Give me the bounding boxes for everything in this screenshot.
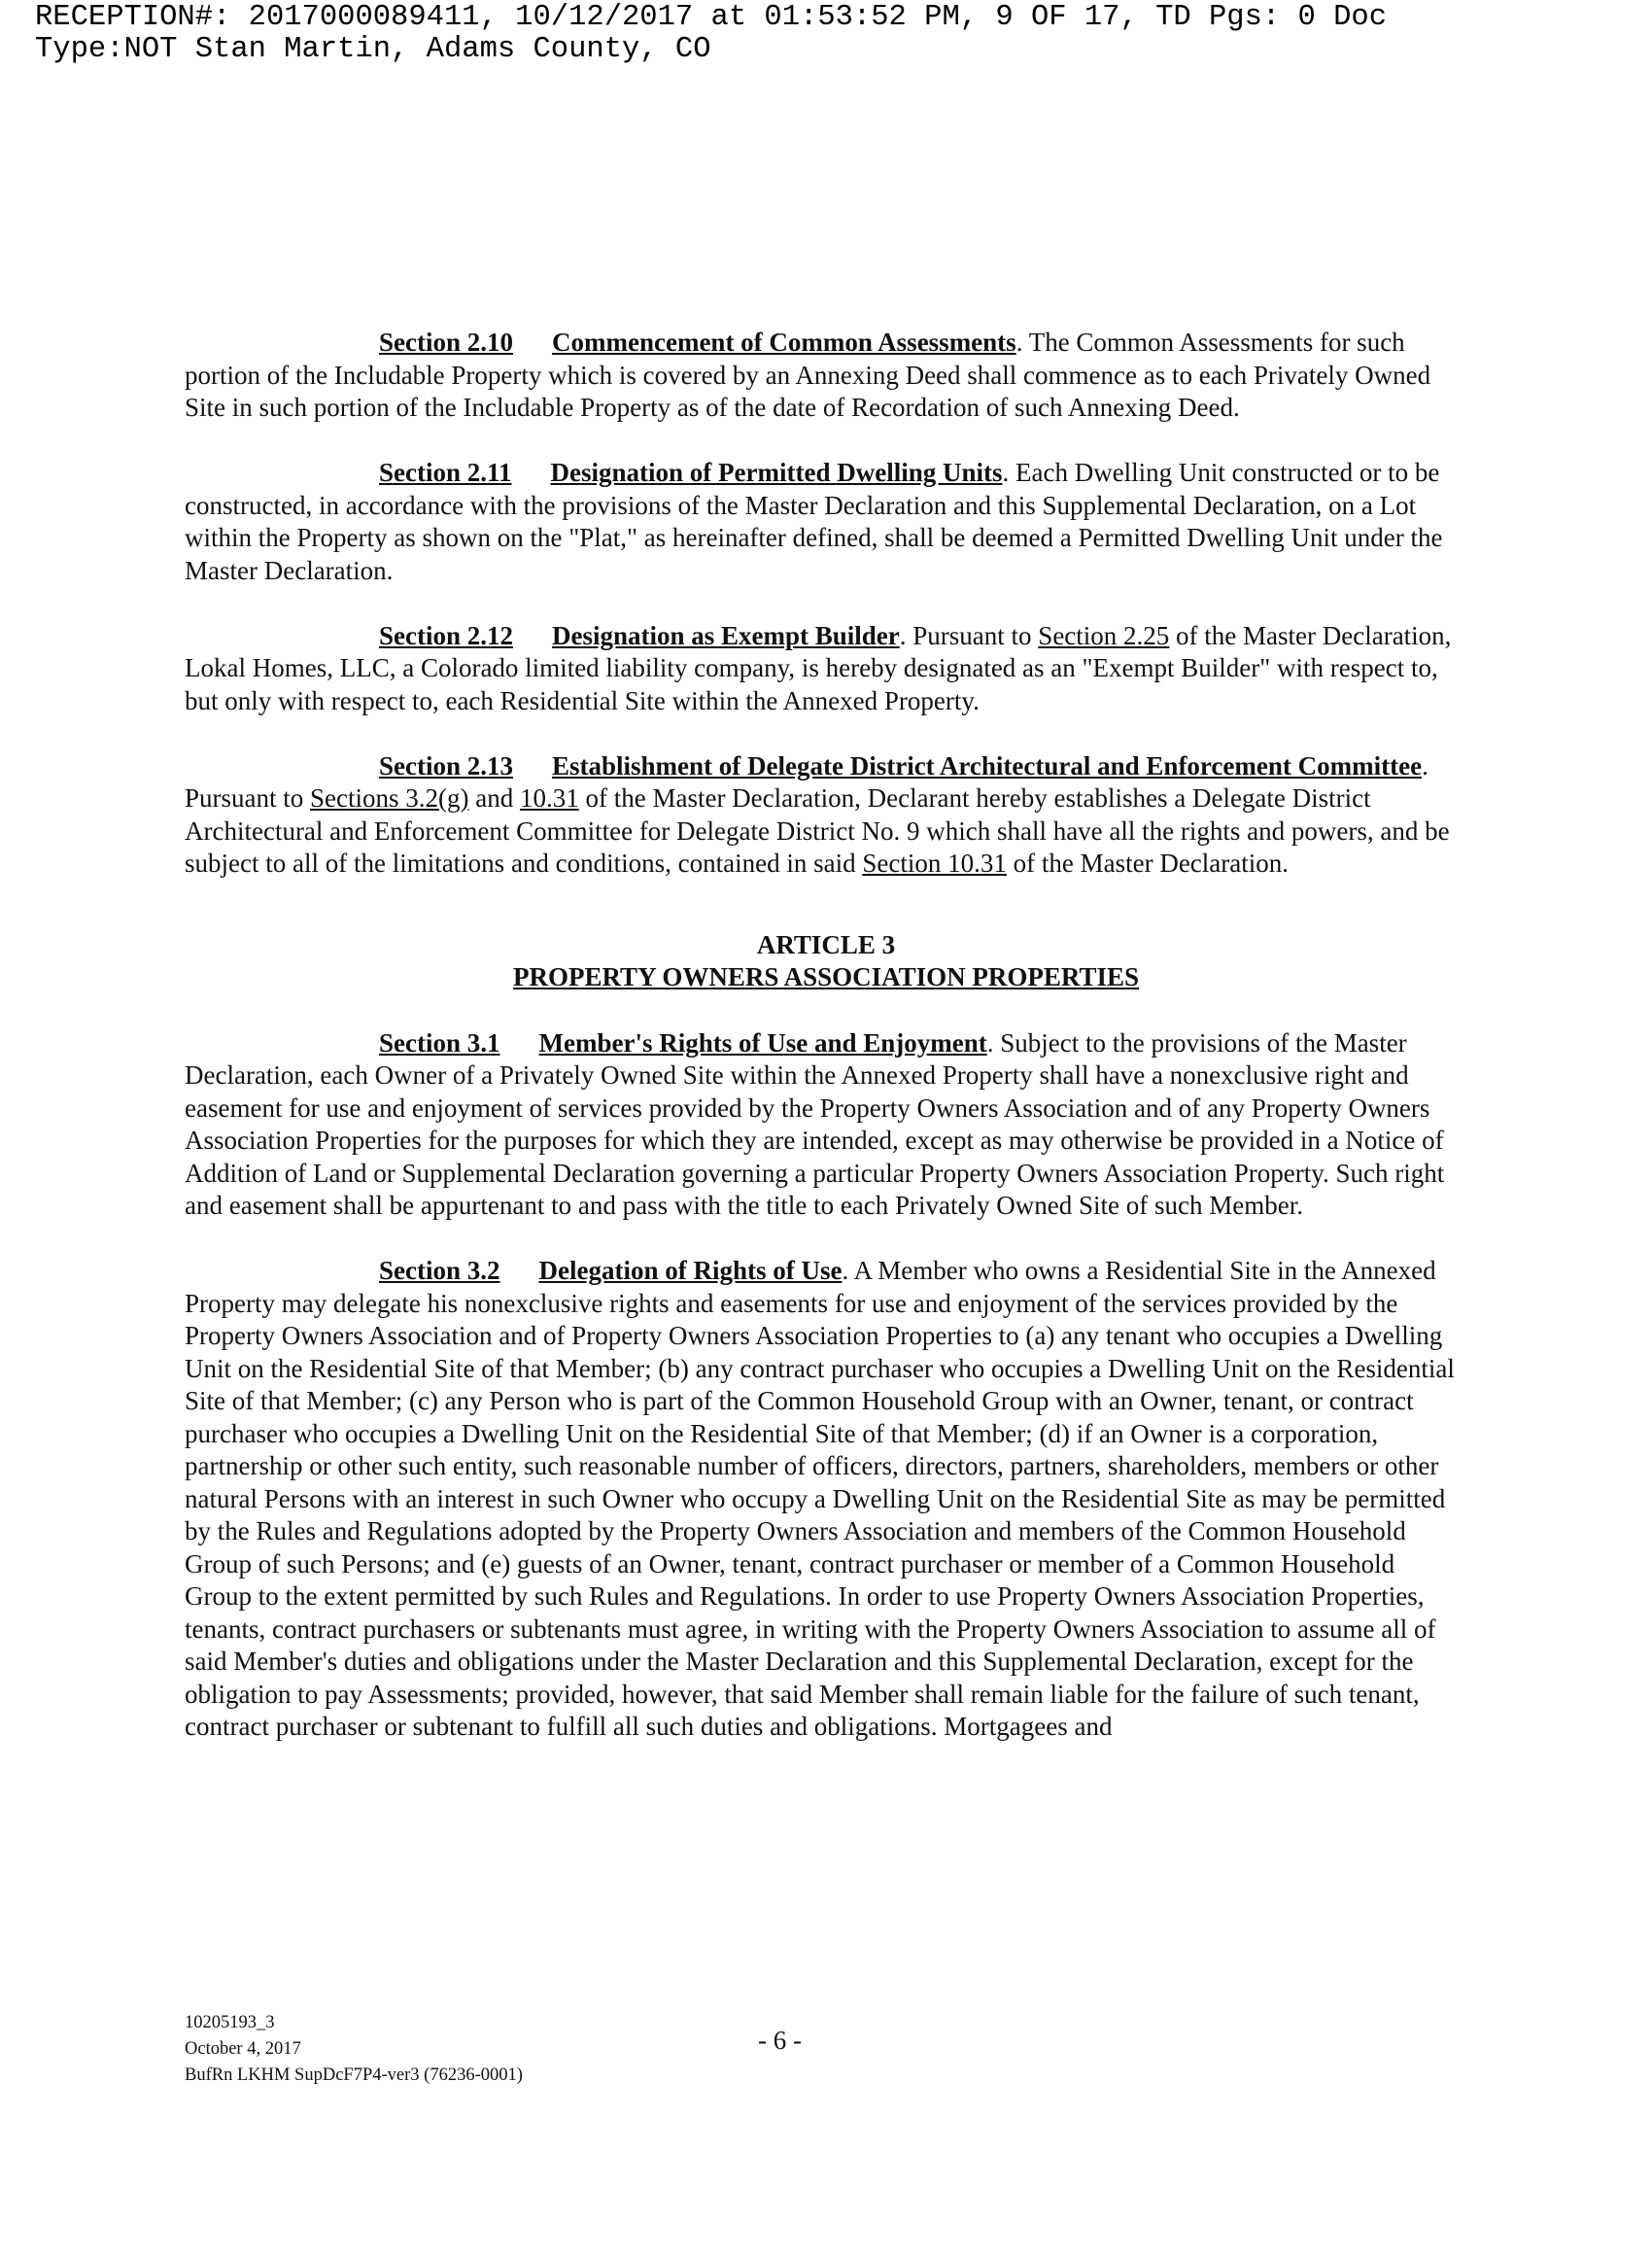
section-title: Member's Rights of Use and Enjoyment (538, 1027, 987, 1058)
section-text: . Pursuant to (185, 750, 1428, 813)
section-number: Section 2.10 (379, 328, 513, 357)
section-reference: Section 10.31 (862, 849, 1007, 878)
footer-date: October 4, 2017 (185, 2039, 301, 2059)
section-number: Section 2.11 (379, 458, 512, 487)
section-text: . Each Dwelling Unit constructed or to be constructed, in accordance with the provisions of the Master Declaration and this Supplemental Declaration, on a Lot within the Property as shown on the "Plat," as hereinafter defined, shall be deemed a Permitted Dwelling Unit under the Master Declaration. (185, 458, 1443, 585)
section-reference: Sections 3.2(g) (310, 783, 469, 813)
section-3-2 (185, 1255, 1467, 1744)
footer-file-ref: BufRn LKHM SupDcF7P4-ver3 (76236-0001) (185, 2065, 523, 2085)
section-2-10 (185, 327, 1467, 425)
section-text: . A Member who owns a Residential Site in the Annexed Property may delegate his nonexclusive rights and easements for use and enjoyment of the services provided by the Property Owners Association and of Property Owners Association Properties to (a) any tenant who occupies a Dwelling Unit on the Residential Site of that Member; (b) any contract purchaser who occupies a Dwelling Unit on the Residential Site of that Member; (c) any Person who is part of the Common Household Group with an Owner, tenant, or contract purchaser who occupies a Dwelling Unit on the Residential Site of that Member; (d) if an Owner is a corporation, partnership or other such entity, such reasonable number of officers, directors, partners, shareholders, members or other natural Persons with an interest in such Owner who occupy a Dwelling Unit on the Residential Site as may be permitted by the Rules and Regulations adopted by the Property Owners Association and members of the Common Household Group of such Persons; and (e) guests of an Owner, tenant, contract purchaser or member of a Common Household Group to the extent permitted by such Rules and Regulations. In order to use Property Owners Association Properties, tenants, contract purchasers or subtenants must agree, in writing with the Property Owners Association to assume all of said Member's duties and obligations under the Master Declaration and this Supplemental Declaration, except for the obligation to pay Assessments; provided, however, that said Member shall remain liable for the failure of such tenant, contract purchaser or subtenant to fulfill all such duties and obligations. Mortgagees and (185, 1256, 1455, 1741)
article-number: ARTICLE 3 (756, 929, 896, 959)
article-heading (185, 929, 1467, 994)
section-number: Section 3.2 (379, 1256, 500, 1285)
section-text: of the Master Declaration, Declarant hereby establishes a Delegate District Architectural and Enforcement Committee for Delegate District No. 9 which shall have all the rights and powers, and be subject to all of the limitations and conditions, contained in said (185, 783, 1450, 878)
section-2-13 (185, 750, 1467, 881)
section-2-11 (185, 457, 1467, 587)
section-title: Establishment of Delegate District Architectural and Enforcement Committee (552, 750, 1423, 781)
page-number: - 6 - (758, 2026, 802, 2055)
section-3-1 (185, 1027, 1467, 1223)
section-number: Section 3.1 (379, 1027, 500, 1058)
section-number: Section 2.13 (379, 750, 513, 781)
section-number: Section 2.12 (379, 620, 513, 650)
section-title: Designation of Permitted Dwelling Units (550, 458, 1003, 487)
section-reference: 10.31 (519, 783, 579, 813)
section-2-12 (185, 620, 1467, 718)
section-reference: Section 2.25 (1038, 620, 1170, 650)
section-title: Delegation of Rights of Use (538, 1256, 843, 1285)
section-text: of the Master Declaration. (1006, 849, 1290, 878)
section-text: . The Common Assessments for such portion of the Includable Property which is covered by an Annexing Deed shall commence as to each Privately Owned Site in such portion of the Includable Property as of the date of Recordation of such Annexing Deed. (185, 328, 1431, 422)
section-title: Commencement of Common Assessments (552, 328, 1016, 357)
section-title: Designation as Exempt Builder (552, 620, 900, 650)
section-text: of the Master Declaration, Lokal Homes, LLC, a Colorado limited liability company, is hereby designated as an "Exempt Builder" with respect to, but only with respect to, each Residential Site within the Annexed Property. (185, 620, 1452, 715)
recording-stamp-line-2: Type:NOT Stan Martin, Adams County, CO (35, 33, 711, 66)
footer-doc-id: 10205193_3 (185, 2013, 275, 2032)
section-text: . Subject to the provisions of the Master Declaration, each Owner of a Privately Owned Site within the Annexed Property shall have a nonexclusive right and easement for use and enjoyment of services provided by the Property Owners Association and of any Property Owners Association Properties for the purposes for which they are intended, except as may otherwise be provided in a Notice of Addition of Land or Supplemental Declaration governing a particular Property Owners Association Property. Such right and easement shall be appurtenant to and pass with the title to each Privately Owned Site of such Member. (185, 1027, 1445, 1220)
section-text: . Pursuant to (899, 620, 1039, 650)
section-text: and (468, 783, 520, 813)
recording-stamp-line-1: RECEPTION#: 2017000089411, 10/12/2017 at 01:53:52 PM, 9 OF 17, TD Pgs: 0 Doc (35, 1, 1388, 34)
recording-stamp (35, 2, 1619, 66)
page-footer (185, 2010, 1467, 2089)
article-title: PROPERTY OWNERS ASSOCIATION PROPERTIES (513, 962, 1139, 991)
document-body (185, 327, 1467, 1776)
